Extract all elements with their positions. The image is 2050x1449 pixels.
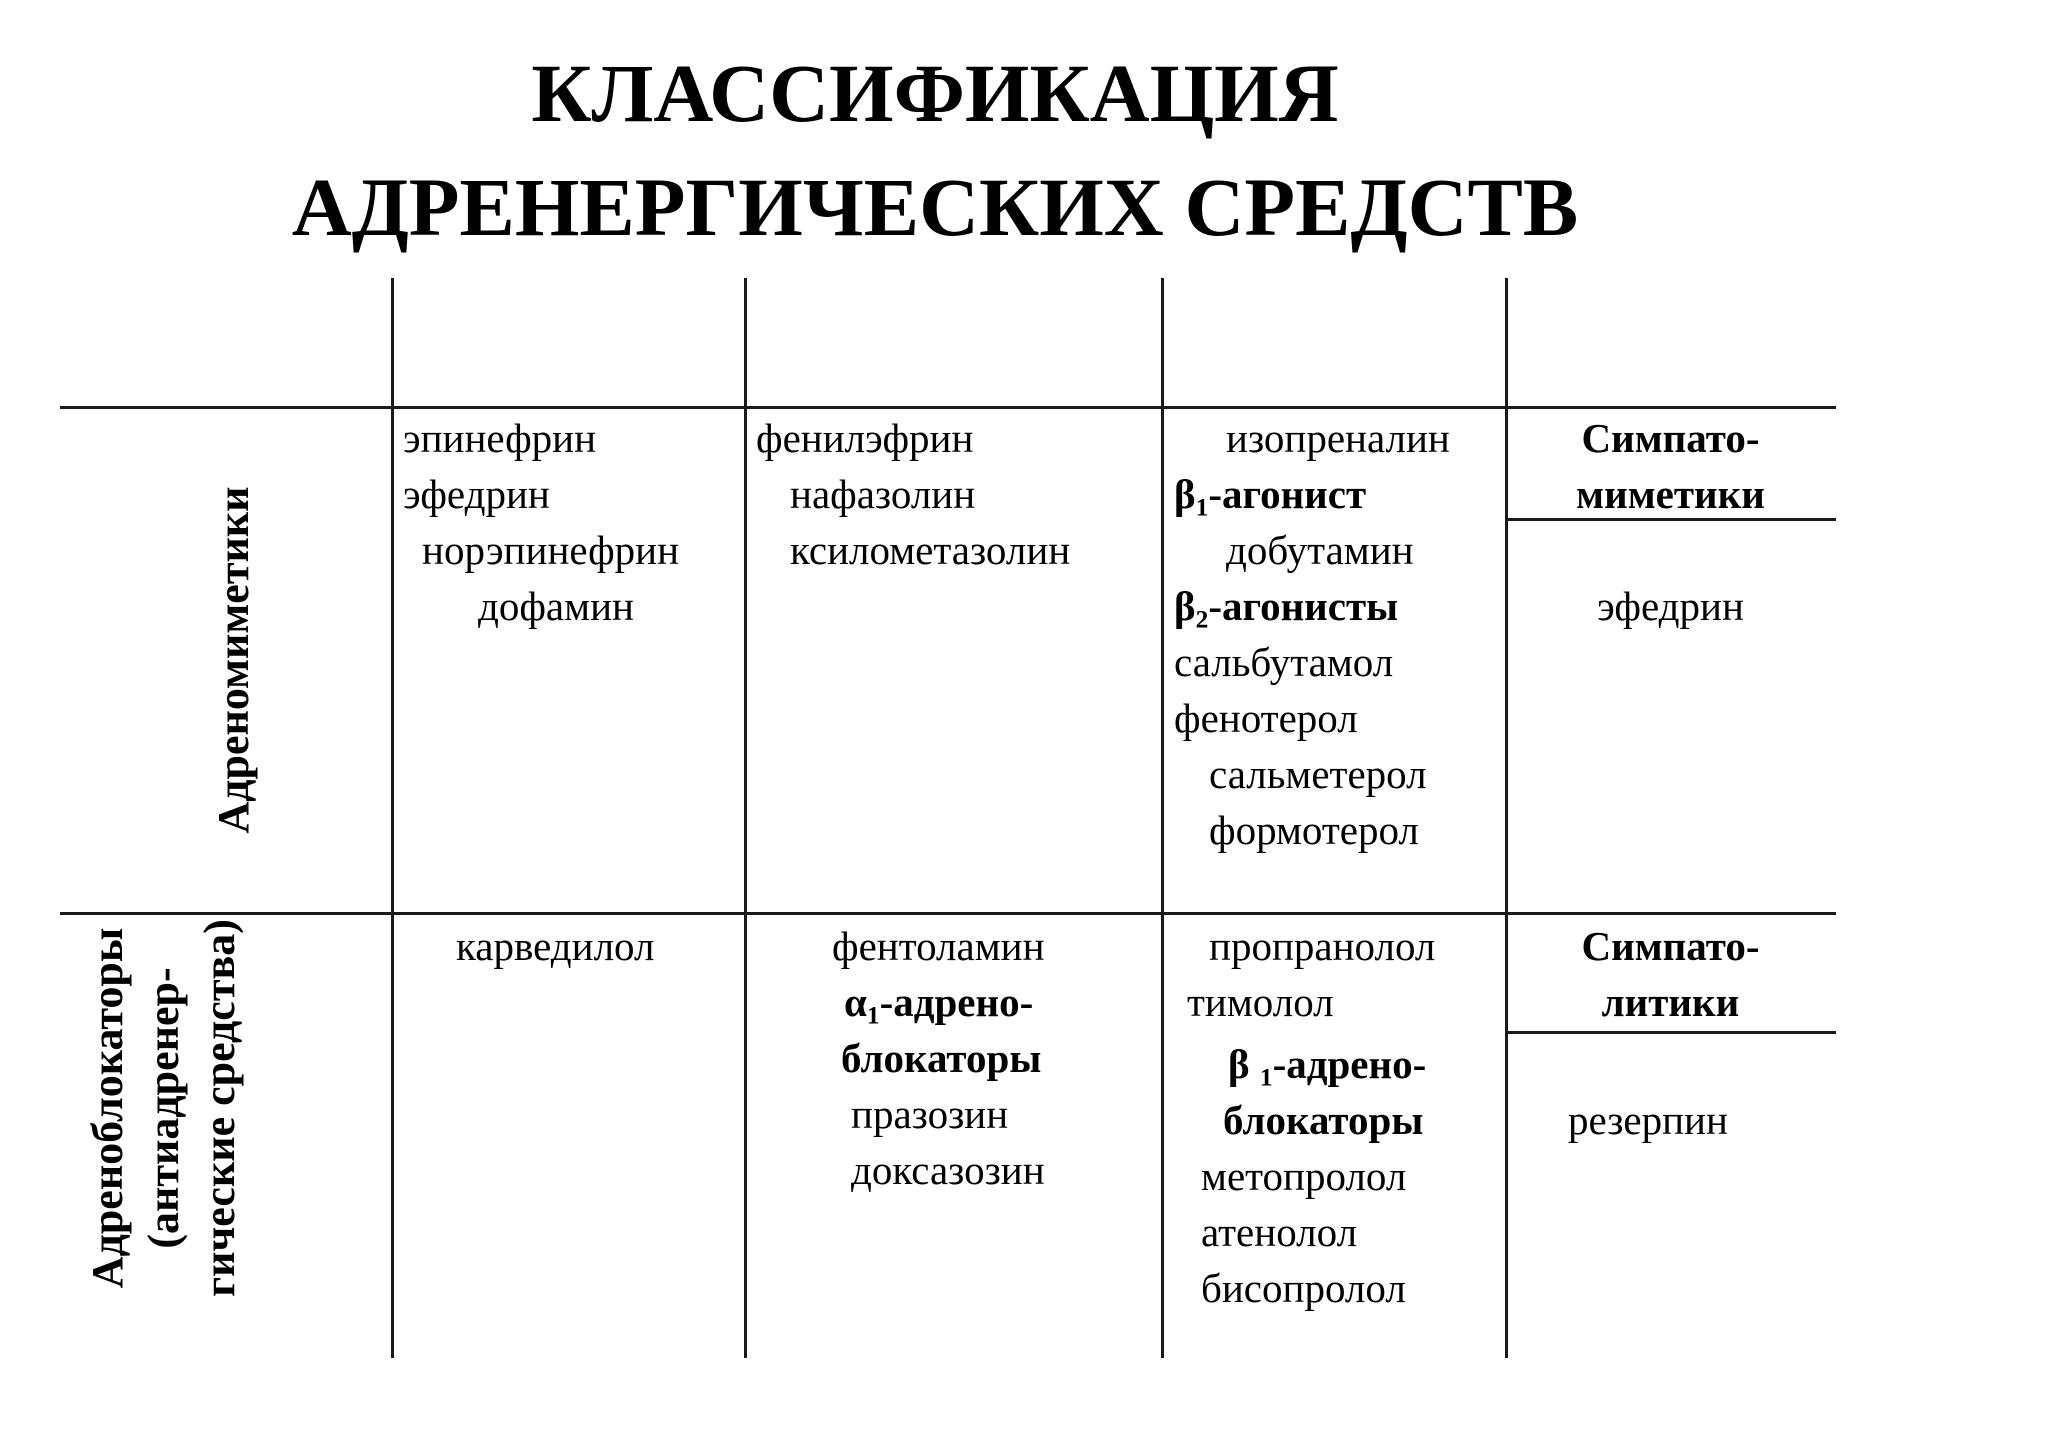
- drug-phentolamine: фентоламин: [832, 923, 1045, 969]
- drug-xylometazoline: ксилометазолин: [790, 527, 1071, 573]
- row-label-adrenoblockers-line3: гические средства): [195, 919, 244, 1297]
- drug-bisoprolol: бисопролол: [1201, 1265, 1406, 1311]
- title-line-1: КЛАССИФИКАЦИЯ: [531, 47, 1339, 139]
- beta1-agonist-heading: $\beta_1$-агонист: [1174, 471, 1367, 522]
- row-label-adrenoblockers-line2: (антиадренер-: [139, 967, 188, 1249]
- alpha1-blockers-heading: $\alpha_1-адрено-$: [844, 979, 1034, 1030]
- drug-doxazosin: доксазозин: [851, 1147, 1045, 1193]
- sympathomimetics-divider: [1505, 518, 1836, 521]
- table-vline-2: [744, 278, 747, 1358]
- table-vline-3: [1161, 278, 1164, 1358]
- drug-dobutamine: добутамин: [1226, 527, 1414, 573]
- sympathomimetics-heading-line1: Симпато-: [1581, 415, 1760, 461]
- sympatholytics-divider: [1505, 1031, 1836, 1034]
- row-label-adrenomimetics: Адреномиметики: [209, 486, 258, 834]
- row-label-adrenoblockers-line1: Адреноблокаторы: [83, 927, 132, 1289]
- table-vline-1: [391, 278, 394, 1358]
- drug-reserpine: резерпин: [1568, 1097, 1728, 1143]
- beta1-blockers-heading-line2: блокаторы: [1223, 1097, 1424, 1143]
- drug-phenylephrine: фенилэфрин: [756, 415, 974, 461]
- drug-prazosin: празозин: [851, 1091, 1009, 1137]
- drug-formoterol: формотерол: [1209, 807, 1419, 853]
- drug-metoprolol: метопролол: [1201, 1153, 1407, 1199]
- drug-dopamine: дофамин: [478, 583, 634, 629]
- table-hline-middle: [60, 912, 1836, 915]
- drug-epinephrine: эпинефрин: [403, 415, 597, 461]
- drug-salbutamol: сальбутамол: [1174, 639, 1394, 685]
- row-label-adrenoblockers: [80, 868, 248, 1348]
- sympathomimetics-heading-line2: миметики: [1576, 471, 1765, 517]
- drug-carvedilol: карведилол: [456, 923, 655, 969]
- drug-salmeterol: сальметерол: [1209, 751, 1427, 797]
- drug-atenolol: атенолол: [1201, 1209, 1358, 1255]
- drug-norepinephrine: норэпинефрин: [422, 527, 680, 573]
- drug-fenoterol: фенотерол: [1174, 695, 1358, 741]
- alpha1-blockers-heading-line2: блокаторы: [841, 1035, 1042, 1081]
- sympatholytics-heading-line1: Симпато-: [1581, 923, 1760, 969]
- drug-propranolol: пропранолол: [1209, 923, 1436, 969]
- drug-naphazoline: нафазолин: [790, 471, 976, 517]
- drug-isoprenaline: изопреналин: [1226, 415, 1450, 461]
- sympatholytics-heading-line2: литики: [1601, 979, 1740, 1025]
- table-hline-top: [60, 406, 1836, 409]
- beta1-blockers-heading: β $_1$-адрено-: [1228, 1041, 1427, 1092]
- drug-ephedrine: эфедрин: [403, 471, 550, 517]
- drug-timolol: тимолол: [1187, 979, 1334, 1025]
- title-line-2: АДРЕНЕРГИЧЕСКИХ СРЕДСТВ: [291, 161, 1579, 253]
- drug-ephedrine-sympathomimetic: эфедрин: [1597, 583, 1744, 629]
- beta2-agonists-heading: $\beta_2$-агонисты: [1174, 583, 1399, 634]
